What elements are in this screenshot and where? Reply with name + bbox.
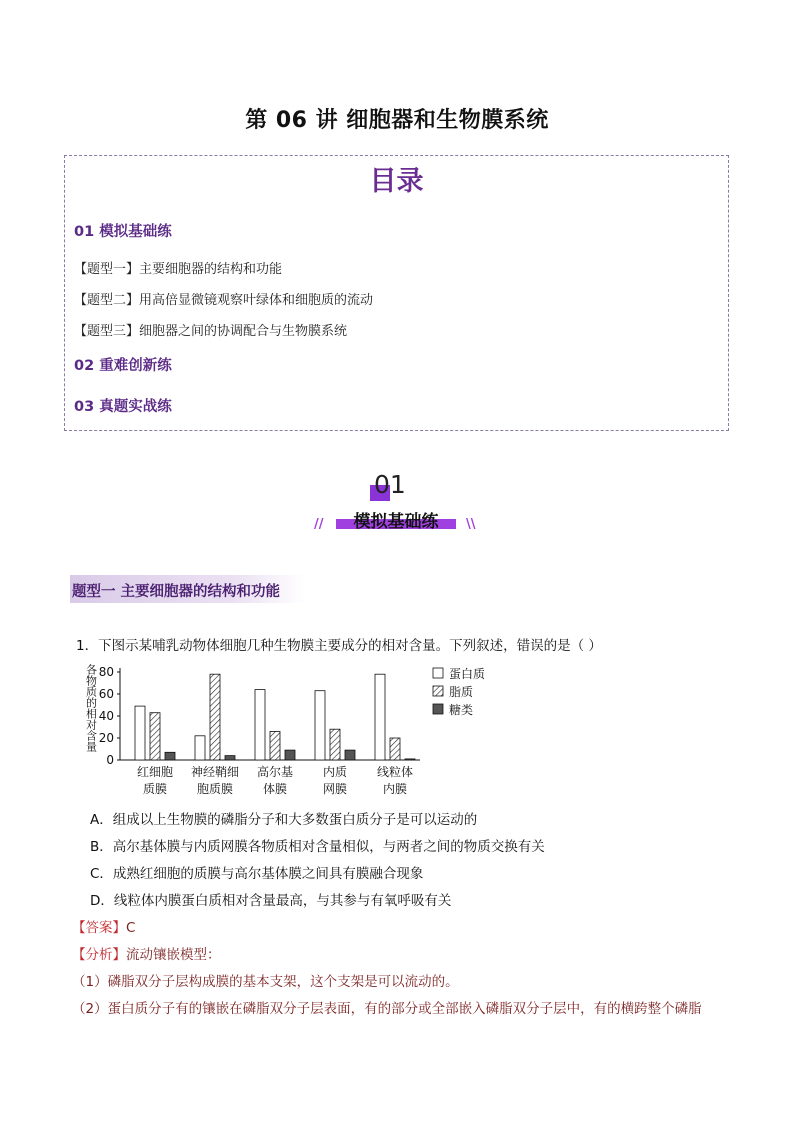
- bar-脂质: [210, 674, 220, 760]
- answer-line: [72, 916, 135, 936]
- x-category-label: 体膜: [262, 782, 288, 796]
- bar-脂质: [390, 738, 400, 760]
- y-axis-label: 各物质的相对含量: [84, 664, 98, 752]
- left-slash-decoration: //: [314, 517, 324, 532]
- y-tick-label: 20: [98, 731, 114, 745]
- bar-脂质: [150, 713, 160, 760]
- analysis-point-2: [72, 997, 702, 1017]
- bar-蛋白质: [375, 674, 385, 760]
- bar-糖类: [285, 750, 295, 760]
- question-stem: 1．下图示某哺乳动物体细胞几种生物膜主要成分的相对含量。下列叙述，错误的是（ ）: [76, 638, 602, 654]
- legend-swatch: [433, 704, 443, 714]
- x-category-label: 内膜: [382, 782, 408, 796]
- bar-蛋白质: [255, 690, 265, 760]
- option-a[interactable]: A．组成以上生物膜的磷脂分子和大多数蛋白质分子是可以运动的: [90, 812, 478, 828]
- legend-label: 糖类: [449, 703, 474, 717]
- bar-蛋白质: [315, 691, 325, 760]
- toc-heading: 目录: [369, 166, 424, 197]
- bar-糖类: [345, 750, 355, 760]
- x-category-label: 高尔基: [256, 765, 294, 779]
- bar-脂质: [270, 731, 280, 760]
- right-slash-decoration: \\: [466, 517, 476, 532]
- x-category-label: 红细胞: [136, 765, 174, 779]
- membrane-composition-chart: [75, 660, 505, 800]
- y-tick-label: 80: [98, 665, 114, 679]
- y-tick-label: 0: [106, 753, 114, 767]
- analysis-tag: 【分析】: [72, 947, 126, 963]
- bar-糖类: [165, 752, 175, 760]
- analysis-point-1: [72, 970, 459, 990]
- x-category-label: 内质: [322, 765, 348, 779]
- section-number: 01: [374, 470, 406, 499]
- option-b[interactable]: B．高尔基体膜与内质网膜各物质相对含量相似，与两者之间的物质交换有关: [90, 839, 545, 855]
- section-title-bar: [328, 507, 464, 531]
- x-category-label: 网膜: [322, 782, 348, 796]
- legend-swatch: [433, 668, 443, 678]
- x-category-label: 线粒体: [376, 765, 414, 779]
- answer-tag: 【答案】: [72, 920, 126, 936]
- answer-value: C: [126, 920, 136, 936]
- bar-糖类: [405, 759, 415, 760]
- y-tick-label: 40: [98, 709, 114, 723]
- toc-section-03[interactable]: 03 真题实战练: [74, 399, 172, 415]
- section-badge: [310, 470, 484, 540]
- topic-heading: [70, 575, 306, 603]
- toc-subitem-1[interactable]: 【题型一】主要细胞器的结构和功能: [74, 262, 283, 277]
- toc-section-02[interactable]: 02 重难创新练: [74, 358, 172, 374]
- analysis-point-1-text: （1）磷脂双分子层构成膜的基本支架，这个支架是可以流动的。: [72, 974, 459, 990]
- bar-蛋白质: [195, 736, 205, 760]
- x-category-label: 神经鞘细: [190, 765, 240, 779]
- toc-box: [64, 155, 729, 431]
- y-tick-label: 60: [98, 687, 114, 701]
- bar-蛋白质: [135, 706, 145, 760]
- toc-subitem-2[interactable]: 【题型二】用高倍显微镜观察叶绿体和细胞质的流动: [74, 293, 374, 308]
- analysis-line: [72, 943, 221, 963]
- bar-糖类: [225, 756, 235, 760]
- legend-swatch: [433, 686, 443, 696]
- analysis-point-2-text: （2）蛋白质分子有的镶嵌在磷脂双分子层表面，有的部分或全部嵌入磷脂双分子层中，有的横跨整个磷脂: [72, 1001, 702, 1017]
- page-title: 第 06 讲 细胞器和生物膜系统: [245, 108, 549, 133]
- x-category-label: 质膜: [142, 782, 168, 796]
- legend-label: 脂质: [449, 685, 474, 699]
- option-d[interactable]: D．线粒体内膜蛋白质相对含量最高，与其参与有氧呼吸有关: [90, 893, 452, 909]
- section-title: 模拟基础练: [353, 512, 439, 532]
- topic-heading-label: 题型一 主要细胞器的结构和功能: [72, 584, 281, 600]
- toc-section-01[interactable]: 01 模拟基础练: [74, 224, 172, 240]
- legend-label: 蛋白质: [449, 667, 486, 681]
- x-category-label: 胞质膜: [196, 782, 234, 796]
- toc-subitem-3[interactable]: 【题型三】细胞器之间的协调配合与生物膜系统: [74, 324, 348, 339]
- analysis-title: 流动镶嵌模型：: [126, 947, 221, 963]
- bar-脂质: [330, 729, 340, 760]
- option-c[interactable]: C．成熟红细胞的质膜与高尔基体膜之间具有膜融合现象: [90, 866, 424, 882]
